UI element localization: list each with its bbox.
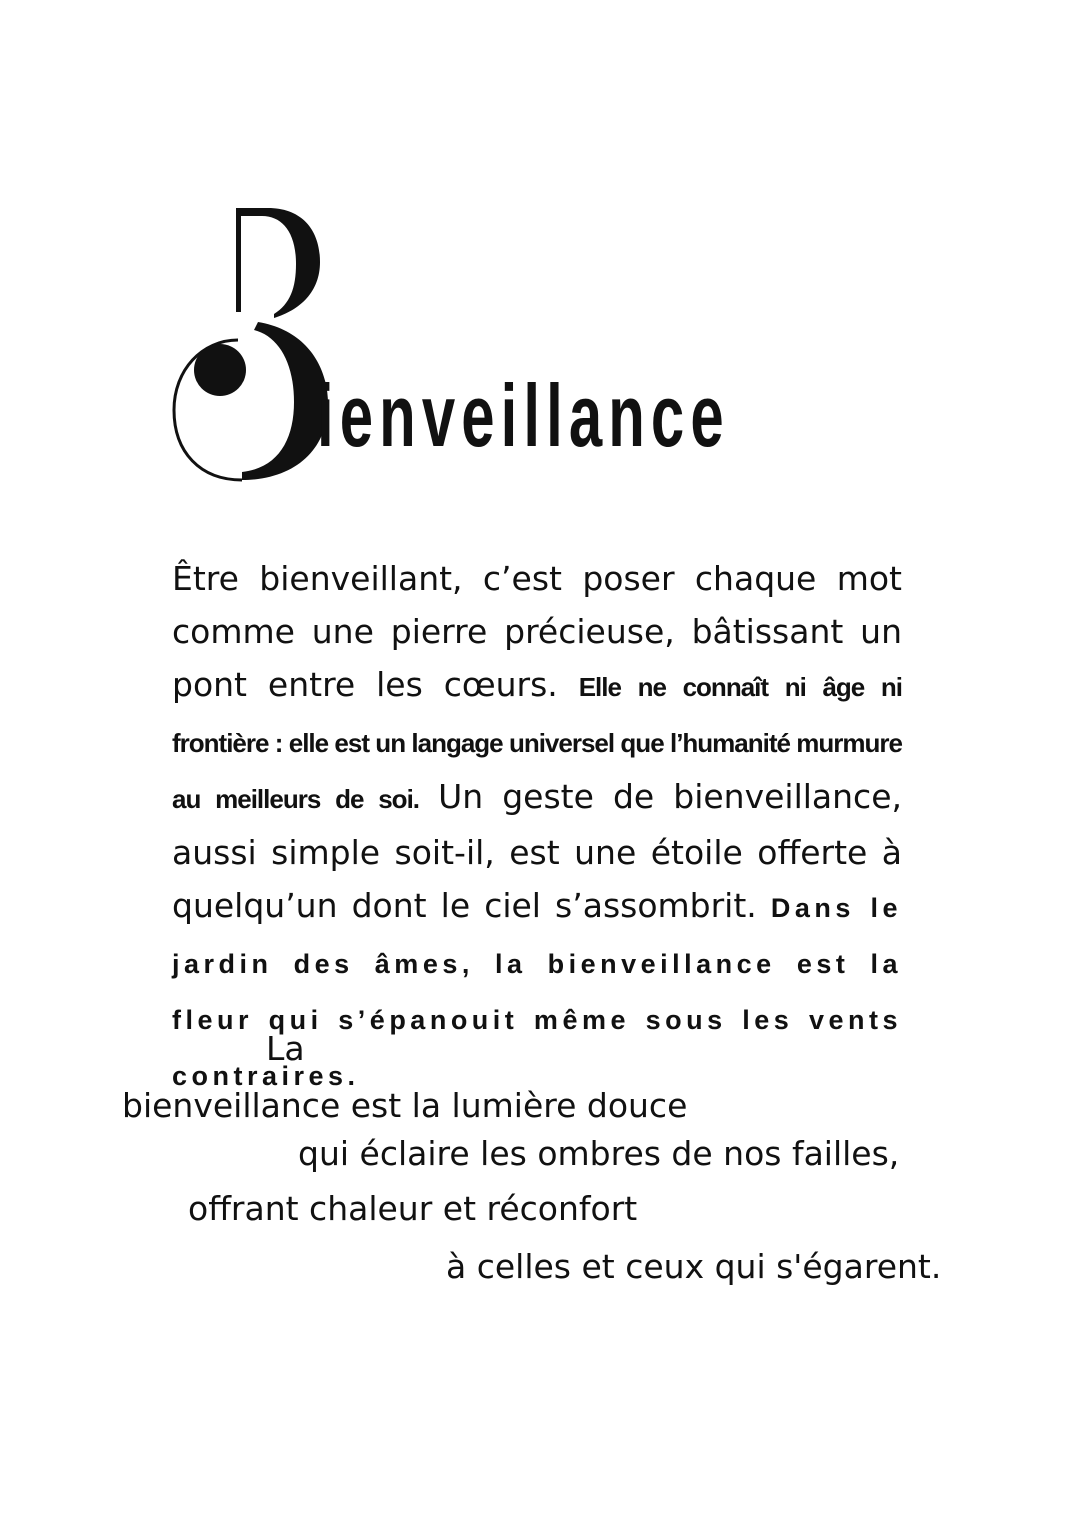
verse-line-5: à celles et ceux qui s'égarent. [446,1247,942,1286]
decorative-initial-b [170,200,340,490]
verse-line-3: qui éclaire les ombres de nos failles, [298,1134,900,1173]
paragraph-segment-2: Elle ne connaît ni âge ni frontière : elle est un langage universel que l’humanité murmure au meilleurs de soi. [172,672,902,814]
paragraph-segment-1: Être bienveillant, c’est poser chaque mot comme une pierre précieuse, bâtissant un pont entre les cœurs. [172,559,902,704]
title [170,200,870,490]
paragraph-segment-4: Dans le jardin des âmes, la bienveillance est la fleur qui s’épanouit même sous les vents contraires. [172,893,902,1091]
title-text: ienveillance [317,366,730,465]
verse-line-2: bienveillance est la lumière douce [122,1086,688,1125]
body-paragraph [172,552,902,1103]
verse-line-1: La [266,1029,305,1068]
verse-line-4: offrant chaleur et réconfort [188,1189,638,1228]
paragraph-segment-3: Un geste de bienveillance, aussi simple soit-il, est une étoile offerte à quelqu’un dont le ciel s’assombrit. [172,777,902,925]
